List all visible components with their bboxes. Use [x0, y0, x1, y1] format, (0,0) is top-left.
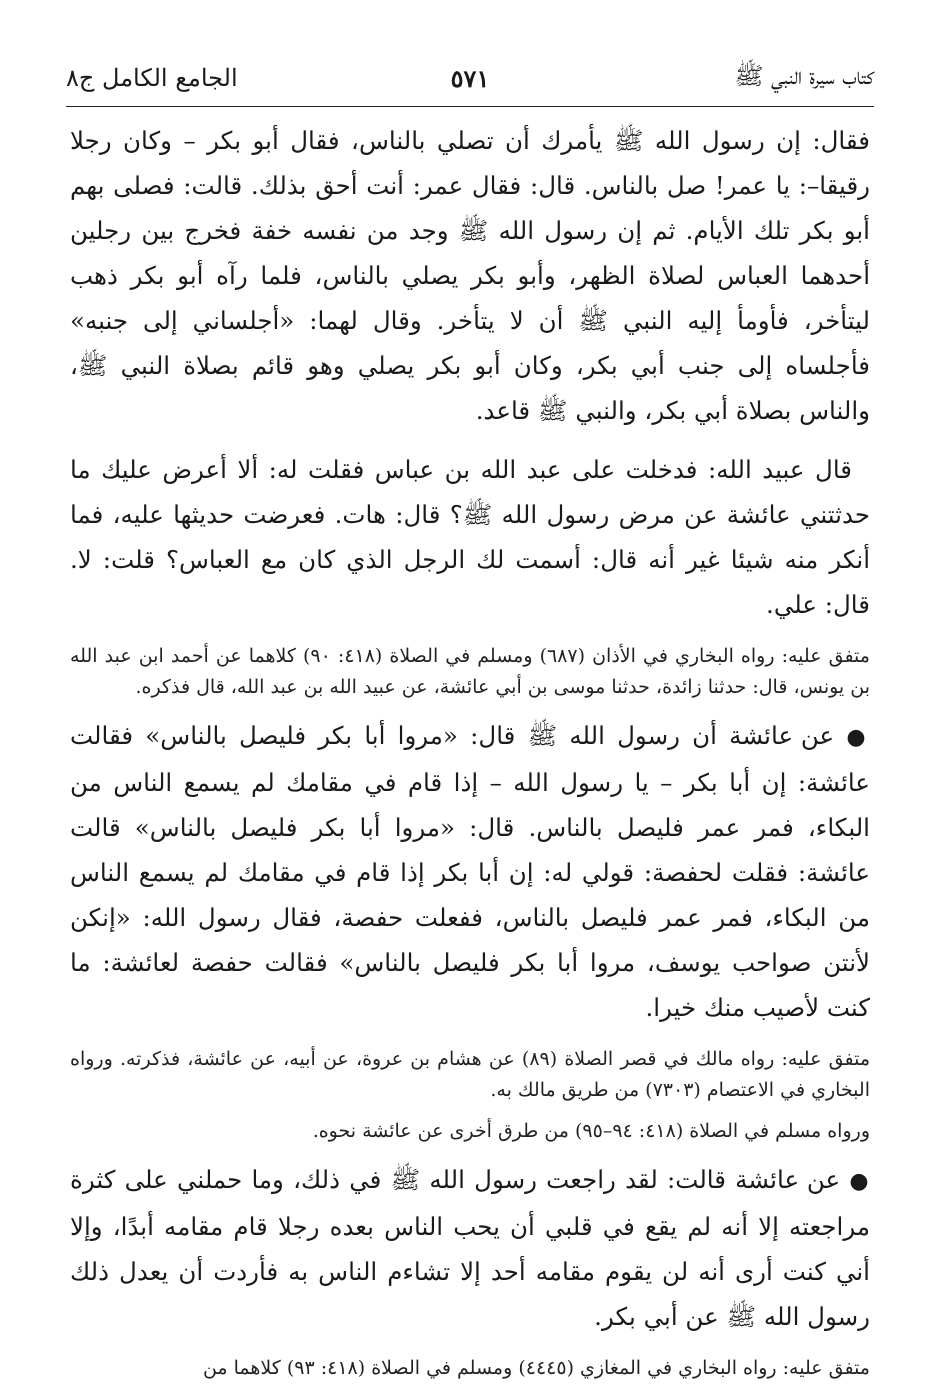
hadith-text-2: عن عائشة قالت: لقد راجعت رسول الله ﷺ في ذلك، وما حملني على كثرة مراجعته إلا أنه لم يقع في قلبي أن يحب الناس بعده رجلا قام مقامه أبدًا، وإلا أني كنت أرى أنه لن يقوم مقامه أحد إلا تشاءم الناس به فأردت أن يعدل ذلك رسول الله ﷺ عن أبي بكر. [70, 1165, 870, 1331]
page-header [66, 58, 874, 98]
header-volume-title: الجامع الكامل ج٨ [66, 64, 238, 92]
paragraph-1: فقال: إن رسول الله ﷺ يأمرك أن تصلي بالناس، فقال أبو بكر – وكان رجلا رقيقا–: يا عمر! صل بالناس. قال: فقال عمر: أنت أحق بذلك. قالت: فصلى بهم أبو بكر تلك الأيام. ثم إن رسول الله ﷺ وجد من نفسه خفة فخرج بين رجلين أحدهما العباس لصلاة الظهر، وأبو بكر يصلي بالناس، فلما رآه أبو بكر ذهب ليتأخر، فأومأ إليه النبي ﷺ أن لا يتأخر. وقال لهما: «أجلساني إلى جنبه» فأجلساه إلى جنب أبي بكر، وكان أبو بكر يصلي وهو قائم بصلاة النبي ﷺ، والناس بصلاة أبي بكر، والنبي ﷺ قاعد. [70, 126, 870, 425]
citation-note-4: متفق عليه: رواه البخاري في المغازي (٤٤٤٥) ومسلم في الصلاة (٤١٨: ٩٣) كلاهما من [202, 1357, 870, 1379]
page-content [70, 118, 870, 1394]
bullet-icon: ● [849, 1169, 871, 1194]
header-book-title: كتاب سيرة النبي ﷺ [734, 61, 874, 90]
header-rule [66, 106, 874, 107]
page-number: ٥٧١ [450, 63, 490, 93]
citation-note-2: متفق عليه: رواه مالك في قصر الصلاة (٨٩) عن هشام بن عروة، عن أبيه، عن عائشة، فذكرته. ورواه البخاري في الاعتصام (٧٣٠٣) من طريق مالك به. [70, 1048, 870, 1101]
hadith-paragraph-2 [70, 1157, 870, 1339]
bullet-icon: ● [846, 725, 870, 750]
citation-note-1: متفق عليه: رواه البخاري في الأذان (٦٨٧) ومسلم في الصلاة (٤١٨: ٩٠) كلاهما عن أحمد ابن عبد الله بن يونس، قال: حدثنا زائدة، حدثنا موسى بن أبي عائشة، عن عبيد الله بن عبد الله، قال فذكره. [70, 645, 870, 698]
hadith-text-1: عن عائشة أن رسول الله ﷺ قال: «مروا أبا بكر فليصل بالناس» فقالت عائشة: إن أبا بكر – يا رسول الله – إذا قام في مقامك لم يسمع الناس من البكاء، فمر عمر فليصل بالناس. قال: «مروا أبا بكر فليصل بالناس» قالت عائشة: فقلت لحفصة: قولي له: إن أبا بكر إذا قام في مقامك لم يسمع الناس من البكاء، فمر عمر فليصل بالناس، ففعلت حفصة، فقال رسول الله: «إنكن لأنتن صواحب يوسف، مروا أبا بكر فليصل بالناس» فقالت حفصة لعائشة: ما كنت لأصيب منك خيرا. [70, 721, 870, 1022]
citation-note-3: ورواه مسلم في الصلاة (٤١٨: ٩٤–٩٥) من طرق أخرى عن عائشة نحوه. [312, 1120, 870, 1142]
hadith-paragraph-1 [70, 713, 870, 1030]
paragraph-2: قال عبيد الله: فدخلت على عبد الله بن عباس فقلت له: ألا أعرض عليك ما حدثتني عائشة عن مرض رسول الله ﷺ؟ قال: هات. فعرضت حديثها عليه، فما أنكر منه شيئا غير أنه قال: أسمت لك الرجل الذي كان مع العباس؟ قلت: لا. قال: علي. [70, 455, 870, 619]
